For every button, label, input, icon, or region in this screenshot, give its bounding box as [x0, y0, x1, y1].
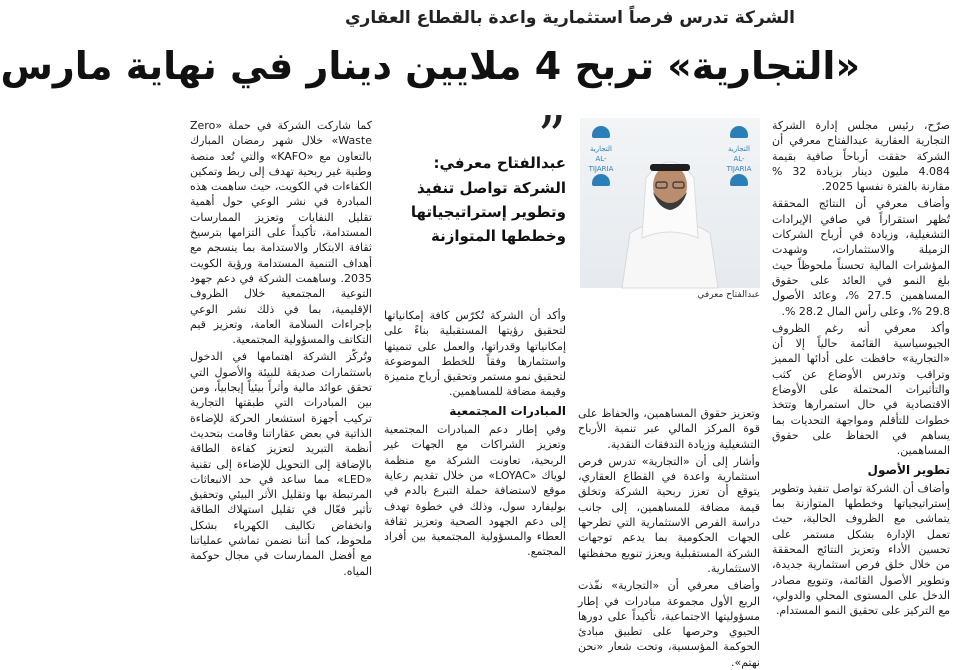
paragraph: وتعزيز حقوق المساهمين، والحفاظ على قوة المركز المالي عبر تنمية الأرباح التشغيلية وزيادة التدفقات النقدية. — [578, 407, 760, 451]
article-column-4 — [190, 118, 372, 594]
section-subhead: المبادرات المجتمعية — [449, 403, 566, 418]
logo-icon — [730, 126, 748, 138]
pull-quote — [384, 105, 566, 298]
pull-quote-author: عبدالفتاح معرفي: — [433, 154, 566, 172]
paragraph: وأكد أن الشركة تُكرّس كافة إمكانياتها لتحقيق رؤيتها المستقبلية بناءً على إمكانياتها وقدراتها، والعمل على تنميتها واستثمارها وفقاً للخطط الموضوعة لتحقيق نمو مستمر وتحقيق أرباح متميزة وقيمة مضافة للمساهمين. — [383, 309, 566, 399]
pull-quote-text: الشركة تواصل تنفيذ وتطوير إستراتيجياتها وخططها المتوازنة — [410, 179, 566, 245]
company-logo-left — [586, 126, 616, 276]
quote-mark-icon: ” — [537, 105, 566, 170]
paragraph: وأشار إلى أن «التجارية» تدرس فرص استثمارية واعدة في القطاع العقاري، يتوقع أن تعزز ربحية الشركة وتخلق قيمة مضافة للمساهمين، إلى جانب دراسة الفرص الاستثمارية التي تطرحها الجهات الحكومية بما يدعم توجهات الشركة المستقبلية ويعزز تنويع محفظتها الاستثمارية. — [578, 454, 760, 575]
logo-icon — [730, 174, 748, 186]
company-logo-right — [724, 126, 754, 276]
paragraph: وأضاف معرفي أن النتائج المحققة تُظهر استقراراً في صافي الإيرادات التشغيلية، وزيادة في أرباح الشركات الزميلة والاستثمارات، وشهدت المؤشرات المالية تحسناً ملحوظاً حيث بلغ النمو في العائد على حقوق المساهمين 27.5 %، وعائد الأصول 29.8 %، وعلى رأس المال 28.2 %. — [772, 197, 950, 318]
paragraph: وتُركّز الشركة اهتمامها في الدخول باستثمارات صديقة للبيئة والأصول التي تحقق عوائد مالية وأثراً بيئياً إيجابياً، ومن بين المبادرات التي طبقتها التجارية تركيب أجهزة استشعار الحركة للإضاءة الذاتية في بعض عقاراتنا وقامت بتحديث أنظمة التبريد لتعزيز كفاءة الطاقة بالإضافة إلى التحويل للإضاءة إلى تقنية «LED» مما ساعد في حد الانبعاثات المرتبطة بها وتقليل الأثر البيئي وتحقيق تأثير فعّال في تقليل استهلاك الطاقة وانخفاض تكاليف الكهرباء بشكل ملحوظ، كما أننا نضمن تماشي عملياتنا مع أفضل الممارسات في مجال حوكمة المياه. — [190, 350, 372, 578]
paragraph: وفي إطار دعم المبادرات المجتمعية وتعزيز الشراكات مع الجهات غير الربحية، تعاونت الشركة مع منظمة لوياك «LOYAC» من خلال تقديم رعاية موقع لاستضافة حملة التبرع بالدم في بوليفارد سول، وذلك في خطوة تهدف إلى دعم الجهود الصحية وتعزيز ثقافة العطاء والمسؤولية المجتمعية بين أفراد المجتمع. — [384, 423, 566, 559]
paragraph: وأضاف أن الشركة تواصل تنفيذ وتطوير إستراتيجياتها وخططها المتوازنة بما يتماشى مع الظروف الحالية، حيث تعمل الإدارة بشكل مستمر على تحسين الأداء وتعزيز النتائج المحققة من خلال خلق فرص استثمارية جديدة، وتطوير الأصول القائمة، وتنويع مصادر الدخل على المستوى المحلي والدولي، مع التركيز على تحقيق النمو المستدام. — [772, 481, 950, 618]
article-column-1 — [772, 118, 950, 618]
article-headline: «التجارية» تربح 4 ملايين دينار في نهاية مارس — [0, 44, 860, 88]
paragraph: وأكد معرفي أنه رغم الظروف الجيوسياسية القائمة حالياً إلا أن «التجارية» حافظت على أدائها المميز وتراقب وتدرس الأوضاع عن كثب والتأثيرات المحتملة على الأوضاع الاقتصادية في حال استمرارها وتتخذ خطوات للتأقلم ومواجهة التحديات بما يساهم في الحفاظ على حقوق المساهمين. — [772, 321, 950, 458]
paragraph: وأضاف معرفي أن «التجارية» نفّذت الربع الأول مجموعة مبادرات في إطار مسؤوليتها الاجتماعية، تأكيداً على دورها الحيوي وحرصها على تطبيق مبادئ الحوكمة المؤسسية، وتحت شعار «نحن نهتم». — [578, 579, 760, 669]
person-portrait-icon — [620, 138, 720, 288]
logo-text: التجارية AL-TIJARIA — [726, 145, 752, 173]
photo-caption: عبدالفتاح معرفي — [697, 290, 760, 300]
section-subhead: تطوير الأصول — [867, 462, 950, 477]
portrait-photo — [580, 118, 760, 288]
logo-icon — [592, 126, 610, 138]
paragraph: صرّح، رئيس مجلس إدارة الشركة التجارية العقارية عبدالفتاح معرفي أن الشركة حققت أرباحاً صافية بقيمة 4.084 مليون دينار بزيادة 32 % مقارنة بالفترة نفسها 2025. — [772, 119, 950, 194]
article-column-2 — [578, 406, 760, 669]
article-kicker: الشركة تدرس فرصاً استثمارية واعدة بالقطاع العقاري — [344, 8, 796, 28]
logo-text: التجارية AL-TIJARIA — [588, 145, 614, 173]
paragraph: كما شاركت الشركة في حملة «Zero Waste» خلال شهر رمضان المبارك بالتعاون مع «KAFO» والتي تُعد منصة وطنية غير ربحية تهدف إلى ربط وتمكين الكفاءات في الكويت، حيث ساهمت هذه المبادرة في نشر الوعي حول أهمية تقليل النفايات وتعزيز الممارسات المستدامة، تأكيداً على التزامها بترسيخ ثقافة الابتكار والاستدامة بما ينسجم مع أهداف التنمية المستدامة ورؤية الكويت 2035. وساهمت الشركة في دعم جهود التوعية المجتمعية خلال الظروف الإقليمية، بما في ذلك نشر الوعي بإجراءات السلامة العامة، وتعزيز قيم التكاتف والمسؤولية المجتمعية. — [190, 119, 372, 347]
logo-icon — [592, 174, 610, 186]
article-column-3 — [384, 308, 566, 594]
